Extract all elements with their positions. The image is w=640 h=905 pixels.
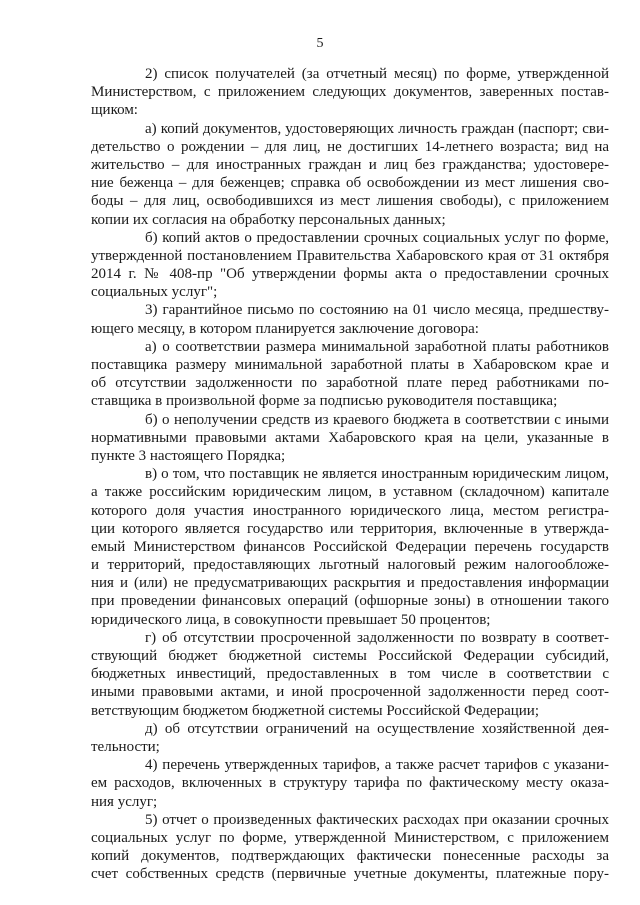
text-line: копий документов, подтверждающих фактически понесенные расходы за: [91, 848, 609, 865]
text-line: боды – для лиц, освободившихся из мест лишения свободы), с приложением: [91, 193, 609, 210]
text-line: жительство – для иностранных граждан и лиц без гражданства; удостовере-: [91, 156, 609, 173]
text-line: поставщика размеру минимальной заработной платы в Хабаровском крае и: [91, 357, 609, 373]
text-line: и территорий, предоставляющих льготный налоговый режим налогообложе-: [91, 557, 609, 574]
text-line: счет собственных средств (первичные учетные документы, платежные пору-: [91, 866, 609, 883]
text-line: при проведении финансовых операций (офшорные зоны) в отношении такого: [91, 593, 609, 610]
text-line: б) о неполучении средств из краевого бюджета в соответствии с иными: [145, 411, 609, 428]
text-line: Министерством, с приложением следующих документов, заверенных постав-: [91, 84, 609, 101]
text-line: ния услуг;: [91, 793, 158, 810]
text-line: нормативными правовыми актами Хабаровского края на цели, указанные в: [91, 429, 609, 446]
text-line: об отсутствии задолженности по заработной плате перед работниками по-: [91, 375, 609, 392]
text-line: емый Министерством финансов Российской Федерации перечень государств: [91, 538, 609, 555]
text-line: ции которого является государство или территория, включенные в утвержда-: [91, 520, 609, 537]
text-line: бюджетных инвестиций, предоставленных в том числе в соответствии с: [91, 666, 609, 683]
text-line: щиком:: [91, 102, 138, 119]
text-line: ющего месяцу, в котором планируется заключение договора:: [91, 320, 479, 337]
page-number: 5: [316, 36, 324, 51]
text-line: д) об отсутствии ограничений на осуществление хозяйственной дея-: [145, 720, 609, 737]
text-line: юридического лица, в совокупности превышает 50 процентов;: [91, 611, 491, 628]
text-line: ние беженца – для беженцев; справка об освобождении из мест лишения сво-: [91, 175, 609, 192]
text-line: социальных услуг по форме, утвержденной Министерством, с приложением: [91, 829, 609, 846]
text-line: 2) список получателей (за отчетный месяц) по форме, утвержденной: [145, 66, 609, 82]
text-line: пункте 3 настоящего Порядка;: [91, 447, 286, 464]
text-line: социальных услуг";: [91, 284, 218, 301]
text-line: ния и (или) не предусматривающих раскрытия и предоставления информации: [91, 575, 609, 592]
text-line: б) копий актов о предоставлении срочных социальных услуг по форме,: [145, 229, 609, 246]
document-body: [91, 65, 609, 883]
text-line: 5) отчет о произведенных фактических расходах при оказании срочных: [145, 811, 609, 828]
text-line: 2014 г. № 408-пр "Об утверждении формы акта о предоставлении срочных: [91, 266, 609, 283]
text-line: 4) перечень утвержденных тарифов, а также расчет тарифов с указани-: [145, 757, 609, 774]
text-line: которого доля участия иностранного юридического лица, местом регистра-: [91, 502, 609, 519]
text-line: ставщика в произвольной форме за подписью руководителя поставщика;: [91, 393, 558, 410]
text-line: иными правовыми актами, и иной просроченной задолженности перед соот-: [91, 684, 609, 701]
text-line: детельство о рождении – для лиц, не достигших 14-летнего возраста; вид на: [91, 138, 609, 155]
text-line: утвержденной постановлением Правительства Хабаровского края от 31 октября: [91, 247, 609, 264]
text-line: г) об отсутствии просроченной задолженности по возврату в соответ-: [145, 629, 609, 646]
text-line: а) копий документов, удостоверяющих личность граждан (паспорт; сви-: [145, 120, 609, 137]
text-line: а) о соответствии размера минимальной заработной платы работников: [145, 338, 609, 355]
text-line: ствующий бюджет бюджетной системы Российской Федерации субсидий,: [91, 648, 609, 664]
text-line: ем расходов, включенных в структуру тарифа по фактическому месту оказа-: [91, 775, 609, 792]
text-line: копии их согласия на обработку персональных данных;: [91, 211, 446, 228]
text-line: тельности;: [91, 738, 160, 755]
text-line: 3) гарантийное письмо по состоянию на 01 число месяца, предшеству-: [145, 302, 609, 319]
text-line: в) о том, что поставщик не является иностранным юридическим лицом,: [145, 466, 609, 483]
text-line: ветствующим бюджетом бюджетной системы Российской Федерации;: [91, 702, 539, 719]
text-line: а также российским юридическим лицом, в уставном (складочном) капитале: [91, 484, 609, 501]
